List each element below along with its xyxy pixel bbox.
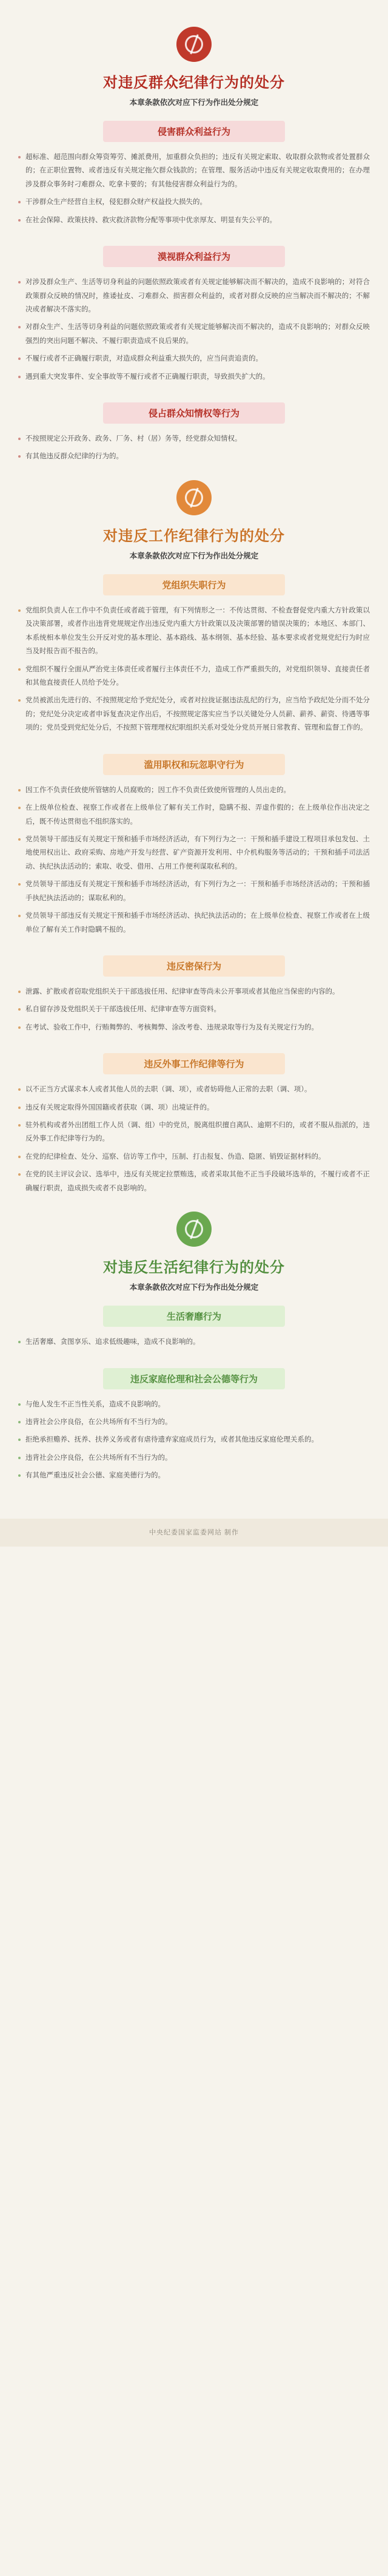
section-emblem-wrap <box>0 1201 388 1253</box>
section-emblem-wrap <box>0 16 388 68</box>
subheading-pill: 生活奢靡行为 <box>103 1306 285 1327</box>
list-item: 违背社会公序良俗，在公共场所有不当行为的。 <box>18 1451 370 1465</box>
bottom-spacer <box>0 1488 388 1494</box>
list-item: 不履行或者不正确履行职责，对造成群众利益重大损失的，应当问责追责的。 <box>18 352 370 365</box>
list-item: 泄露、扩散或者窃取党组织关于干部选拔任用、纪律审查等尚未公开事项或者其他应当保密的内容的。 <box>18 985 370 998</box>
list-item: 遇到重大突发事件、安全事故等不履行或者不正确履行职责，导致损失扩大的。 <box>18 370 370 384</box>
list-item: 超标准、超范围向群众筹资筹劳、摊派费用，加重群众负担的；违反有关规定索取、收取群众款物或者处置群众的；在正职位置物、或者违反有关规定拖欠群众钱款的；在管理、服务活动中违反有关规定收取费用的；在办理涉及群众事务时刁难群众、吃拿卡要的；有其他侵害群众利益行为的。 <box>18 151 370 191</box>
list-item: 有其他违反群众纪律的行为的。 <box>18 450 370 463</box>
list-item: 党组织不履行全面从严治党主体责任或者履行主体责任不力，造成工作严重损失的，对党组织领导、直接责任者和其他直接责任人员给予处分。 <box>18 663 370 690</box>
clause-list <box>0 784 388 942</box>
list-item: 干涉群众生产经营自主权，侵犯群众财产权益投大损失的。 <box>18 195 370 209</box>
clause-list <box>0 985 388 1040</box>
party-emblem-icon <box>176 27 212 62</box>
list-item: 党组织负责人在工作中不负责任或者疏于管理，有下列情形之一：不传达贯彻、不检查督促党内重大方针政策以及决策部署，或者作出违背党规规定作出违反党内重大方针政策以及决策部署的错误决策的；本地区、本部门、本系统相本单位发生公开反对党的基本理论、基本路线、基本纲领、基本经验、基本要求或者党规党纪行为时应当及时报告而不报告的。 <box>18 604 370 659</box>
clause-list <box>0 432 388 469</box>
clause-list <box>0 1083 388 1201</box>
list-item: 私自留存涉及党组织关于干部选拔任用、纪律审查等方面资料。 <box>18 1003 370 1016</box>
section-subtitle: 本章条款依次对应下行为作出处分规定 <box>129 98 259 107</box>
list-item: 拒绝承担赡养、抚养、扶养义务或者有虐待遗弃家庭成员行为，或者其他违反家庭伦理关系的。 <box>18 1433 370 1446</box>
clause-list <box>0 276 388 389</box>
footer-credit: 中央纪委国家监委网站 制作 <box>0 1519 388 1547</box>
list-item: 在党的民主评议会议、选举中，违反有关规定拉票贿选，或者采取其他不正当手段破坏选举的，不履行或者不正确履行职责，造成损失或者不良影响的。 <box>18 1168 370 1195</box>
list-item: 在党的纪律检查、处分、巡察、信访等工作中，压制、打击报复、伪造、隐匿、销毁证据材料的。 <box>18 1150 370 1164</box>
list-item: 对涉及群众生产、生活等切身利益的问题依照政策或者有关规定能够解决而不解决的，造成不良影响的；对符合政策群众反映的情况时，推诿扯皮、刁难群众、损害群众利益的，或者对群众反映的应当解决而不解决的；不解决或者解决不落实的。 <box>18 276 370 316</box>
list-item: 以不正当方式谋求本人或者其他人员的去职（调、项），或者妨碍他人正常的去职（调、项）。 <box>18 1083 370 1096</box>
section-life-discipline <box>0 1201 388 1488</box>
party-emblem-icon <box>176 480 212 515</box>
subheading-pill: 党组织失职行为 <box>103 574 285 595</box>
section-group-discipline <box>0 16 388 469</box>
list-item: 有其他严重违反社会公德、家庭美德行为的。 <box>18 1469 370 1482</box>
subheading-pill: 滥用职权和玩忽职守行为 <box>103 754 285 775</box>
list-item: 在上级单位检查、视察工作或者在上级单位了解有关工作时，隐瞒不报、弄虚作假的；在上级单位作出决定之后，既不传达贯彻也不组织落实的。 <box>18 801 370 829</box>
page-title: 对违反群众纪律行为的处分 <box>103 75 285 91</box>
clause-list <box>0 1398 388 1488</box>
list-item: 违反有关规定取得外国国籍或者获取（调、项）出境证件的。 <box>18 1101 370 1114</box>
clause-list <box>0 151 388 232</box>
party-emblem-icon <box>176 1212 212 1247</box>
section-emblem-wrap <box>0 469 388 521</box>
list-item: 不按照规定公开政务、政务、厂务、村（居）务等，经党群众知情权。 <box>18 432 370 446</box>
section-subtitle: 本章条款依次对应下行为作出处分规定 <box>129 551 259 560</box>
subheading-pill: 侵占群众知情权等行为 <box>103 402 285 424</box>
clause-list <box>0 604 388 741</box>
section-title: 对违反生活纪律行为的处分 <box>103 1259 285 1276</box>
list-item: 党员领导干部违反有关规定干预和插手市场经济活动，有下列行为之一：干预和插手市场经济活动的；干预和插手执纪执法活动的；谋取私利的。 <box>18 878 370 905</box>
top-spacer <box>0 0 388 16</box>
list-item: 党员被派出先进行的、不按照规定给予党纪处分，或者对拉拢证据违法乱纪的行为，应当给予政纪处分而不处分的；党纪处分决定或者申诉复查决定作出后，不按照规定落实应当予以关键处分人员薪、薪养、薪资、待遇等事项的；党员受到党纪处分后，不按照下管理理权纪职组织关系对受处分党员开展日常教育、管理和监督工作的。 <box>18 694 370 734</box>
list-item: 在社会保障、政策扶持、救灾救济款物分配等事项中优亲厚友、明显有失公平的。 <box>18 214 370 227</box>
section-work-discipline <box>0 469 388 1201</box>
subheading-pill: 漠视群众利益行为 <box>103 246 285 267</box>
list-item: 党员领导干部违反有关规定干预和插手市场经济活动、执纪执法活动的；在上级单位检查、视察工作或者在上级单位了解有关工作时隐瞒不报的。 <box>18 909 370 937</box>
clause-list <box>0 1335 388 1354</box>
list-item: 党员领导干部违反有关规定干预和插手市场经济活动，有下列行为之一：干预和插手建设工程项目承包发包、土地使用权出让、政府采购、房地产开发与经营、矿产资源开发利用、中介机构服务等活动的；干预和插手司法活动、执纪执法活动的；索取、收受、借用、占用工作便利谋取私利的。 <box>18 833 370 873</box>
subheading-pill: 违反家庭伦理和社会公德等行为 <box>103 1368 285 1389</box>
list-item: 在考试、验收工作中，行贿舞弊的、考核舞弊、涂改考卷、违规录取等行为及有关规定行为的。 <box>18 1021 370 1034</box>
list-item: 违背社会公序良俗，在公共场所有不当行为的。 <box>18 1415 370 1429</box>
list-item: 因工作不负责任致使所管辖的人员腐败的；因工作不负责任致使所管理的人员出走的。 <box>18 784 370 797</box>
section-title: 对违反工作纪律行为的处分 <box>103 527 285 544</box>
list-item: 与他人发生不正当性关系，造成不良影响的。 <box>18 1398 370 1411</box>
subheading-pill: 侵害群众利益行为 <box>103 121 285 142</box>
section-subtitle: 本章条款依次对应下行为作出处分规定 <box>129 1283 259 1292</box>
subheading-pill: 违反密保行为 <box>103 955 285 977</box>
subheading-pill: 违反外事工作纪律等行为 <box>103 1053 285 1074</box>
list-item: 对群众生产、生活等切身利益的问题依照政策或者有关规定能够解决而不解决的，造成不良影响的；对群众反映强烈的突出问题不解决、不履行职责造成不良后果的。 <box>18 320 370 348</box>
list-item: 生活奢靡、贪图享乐、追求低级趣味，造成不良影响的。 <box>18 1335 370 1349</box>
list-item: 驻外机构或者外出团组工作人员（调、组）中的党员，脱离组织擅自离队、逾期不归的，或者不服从指派的，违反外事工作纪律等行为的。 <box>18 1119 370 1146</box>
